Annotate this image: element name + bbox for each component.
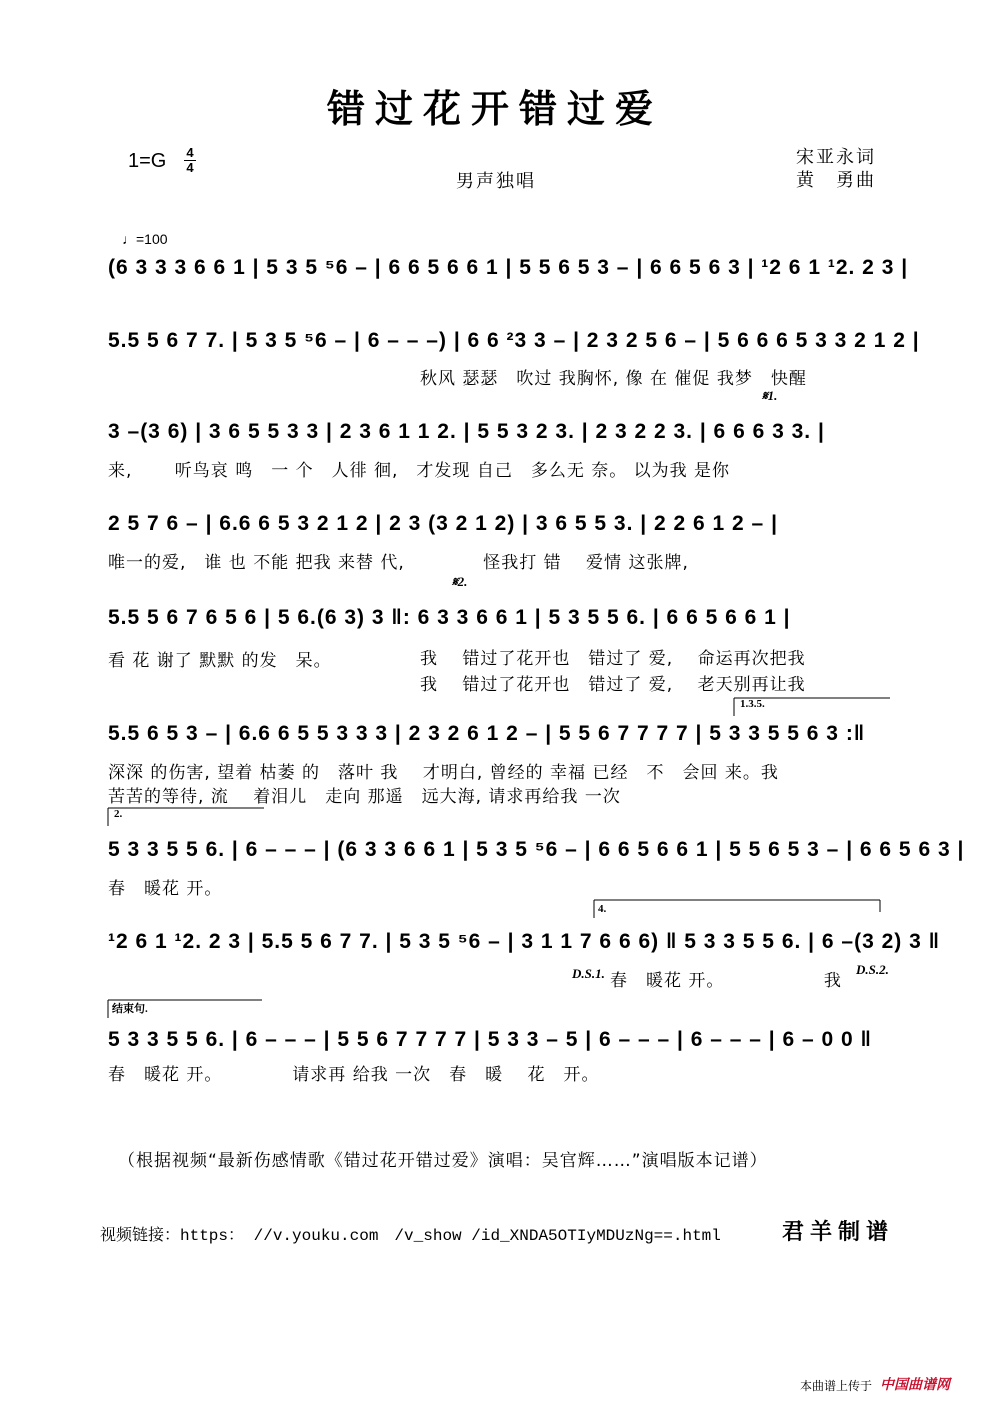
video-link[interactable]: 视频链接：https： //v.youku.com /v_show /id_XNDA5OTIyMDUzNg==.html: [100, 1227, 721, 1245]
composer: 黄 勇曲: [796, 170, 876, 191]
lyric-line-3: 来, 听鸟哀 鸣 一 个 人徘 徊, 才发现 自己 多么无 奈。 以为我 是你: [108, 461, 731, 481]
footer-upload-text: 本曲谱上传于: [800, 1379, 873, 1393]
meter-top: 4: [186, 145, 194, 160]
voice-type: 男声独唱: [456, 171, 536, 192]
notation-line-4: 2 5 7 6 – | 6.6 6 5 3 2 1 2 | 2 3 (3 2 1 2) | 3 6 5 5 3. | 2 2 6 1 2 – |: [108, 512, 778, 535]
lyric-line-7: 春 暖花 开。: [108, 879, 223, 899]
notation-line-8: ¹2 6 1 ¹2. 2 3 | 5.5 5 6 7 7. | 5 3 5 ⁵6 – | 3 1 1 7 6 6 6) ‖ 5 3 3 5 5 6. | 6 –(3 2) 3 ‖: [108, 930, 941, 953]
notation-line-1: (6 3 3 3 6 6 1 | 5 3 5 ⁵6 – | 6 6 5 6 6 1 | 5 5 6 5 3 – | 6 6 5 6 3 | ¹2 6 1 ¹2. 2 3 |: [108, 256, 909, 279]
lyric-line-9: 春 暖花 开。 请求再 给我 一次 春 暖 花 开。: [108, 1065, 600, 1085]
notation-line-6: 5.5 6 5 3 – | 6.6 6 5 5 3 3 3 | 2 3 2 6 1 2 – | 5 5 6 7 7 7 7 | 5 3 3 5 5 6 3 :‖: [108, 722, 866, 745]
tempo-marking: ♩=100: [122, 231, 168, 247]
lyricist: 宋亚永词: [796, 147, 876, 168]
lyric-line-2: 秋风 瑟瑟 吹过 我胸怀, 像 在 催促 我梦 快醒: [420, 369, 807, 389]
lyric-line-6: 深深 的伤害, 望着 枯萎 的 落叶 我 才明白, 曾经的 幸福 已经 不 会回 来。我: [108, 763, 779, 783]
ds-1: D.S.1.: [572, 966, 605, 981]
lyric-line-6b: 苦苦的等待, 流 着泪儿 走向 那遥 远大海, 请求再给我 一次: [108, 787, 621, 807]
segno-1: 𝄋1.: [762, 388, 778, 403]
notation-line-2: 5.5 5 6 7 7. | 5 3 5 ⁵6 – | 6 – – –) | 6 6 ²3 3 – | 2 3 2 5 6 – | 5 6 6 6 5 3 3 2 1 2 |: [108, 329, 920, 352]
lyric-verse-2: 我 错过了花开也 错过了 爱, 老天别再让我: [420, 675, 806, 695]
notation-line-7: 5 3 3 5 5 6. | 6 – – – | (6 3 3 6 6 1 | 5 3 5 ⁵6 – | 6 6 5 6 6 1 | 5 5 6 5 3 – | 6 6 5 6 3 |: [108, 838, 965, 861]
volta-4: 4.: [598, 903, 607, 915]
segno-2: 𝄋2.: [452, 574, 468, 589]
lyric-verse-1: 我 错过了花开也 错过了 爱, 命运再次把我: [420, 649, 806, 669]
site-logo[interactable]: 中国曲谱网: [880, 1377, 950, 1393]
score-title: 错过花开错过爱: [326, 86, 663, 131]
lyric-line-4: 唯一的爱, 谁 也 不能 把我 来替 代, 怪我打 错 爱情 这张牌,: [108, 553, 689, 573]
notation-line-3: 3 –(3 6) | 3 6 5 5 3 3 | 2 3 6 1 1 2. | 5 5 3 2 3. | 2 3 2 2 3. | 6 6 6 3 3. |: [108, 420, 825, 443]
lyric-line-8: 春 暖花 开。 我: [610, 971, 842, 991]
meter-bottom: 4: [186, 160, 194, 175]
transcriber-signature: 君羊制谱: [782, 1219, 895, 1245]
volta-1-3-5: 1.3.5.: [740, 698, 765, 710]
notation-line-5: 5.5 5 6 7 6 5 6 | 5 6.(6 3) 3 ‖: 6 3 3 6 6 1 | 5 3 5 5 6. | 6 6 5 6 6 1 |: [108, 606, 791, 629]
ds-2: D.S.2.: [856, 962, 889, 977]
key-signature: 1=G: [128, 150, 167, 172]
volta-2: 2.: [114, 808, 123, 820]
notation-line-9: 5 3 3 5 5 6. | 6 – – – | 5 5 6 7 7 7 7 | 5 3 3 – 5 | 6 – – – | 6 – – – | 6 – 0 0 ‖: [108, 1028, 873, 1051]
transcription-note: （根据视频“最新伤感情歌《错过花开错过爱》演唱：吴官辉……”演唱版本记谱）: [118, 1151, 768, 1171]
ending-label: 结束句.: [112, 1003, 148, 1015]
lyric-line-5: 看 花 谢了 默默 的发 呆。: [108, 651, 332, 671]
